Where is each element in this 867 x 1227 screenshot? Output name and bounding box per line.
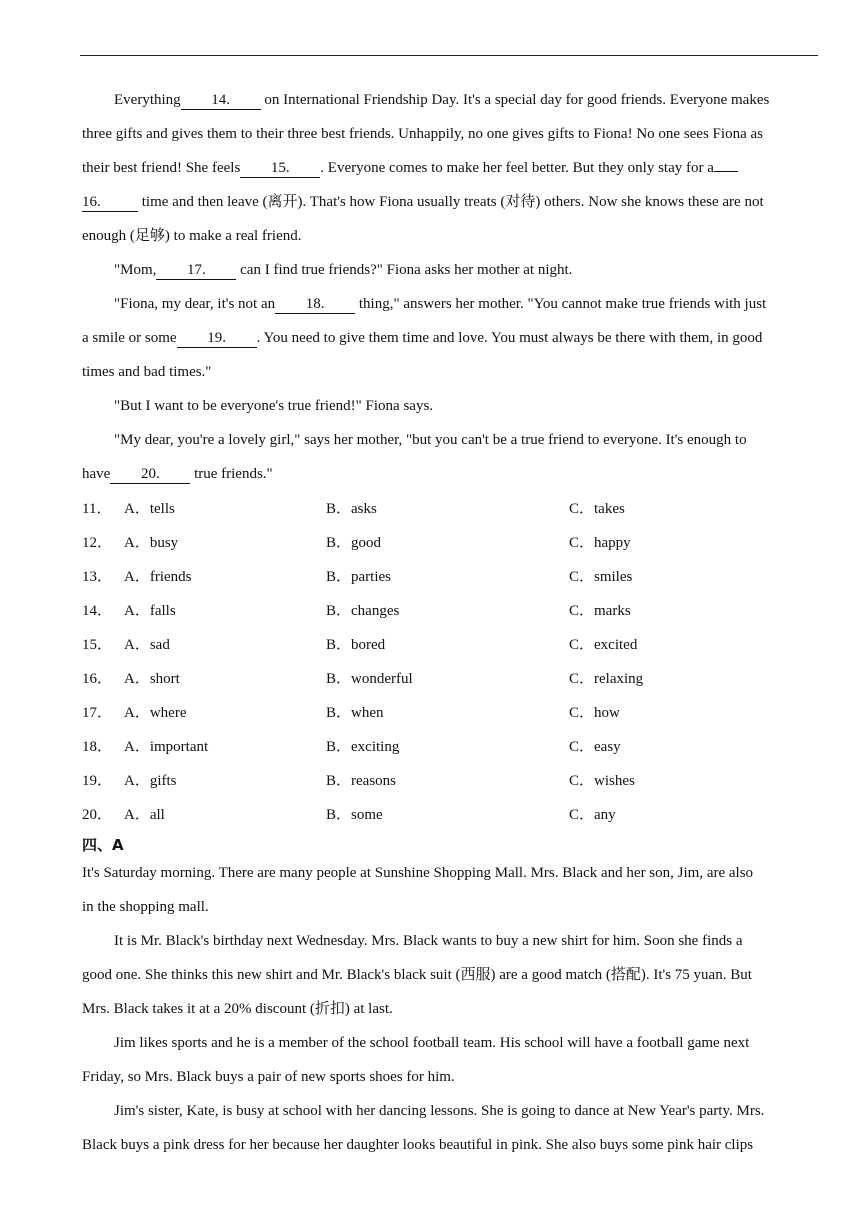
passage-line: enough (足够) to make a real friend. <box>82 228 302 244</box>
option-b: B．reasons <box>326 773 396 789</box>
text: . You need to give them time and love. You must always be there with them, in good <box>256 330 763 346</box>
blank-19: 19. <box>177 329 257 348</box>
passage-line: Jim's sister, Kate, is busy at school with her dancing lessons. She is going to dance at New Year's party. Mrs. <box>114 1103 765 1119</box>
passage-line: three gifts and gives them to their three best friends. Unhappily, no one gives gifts to Fiona! No one sees Fiona as <box>82 126 763 142</box>
option-c: C．easy <box>569 739 621 755</box>
passage-line: Black buys a pink dress for her because her daughter looks beautiful in pink. She also buys some pink hair clips <box>82 1137 754 1153</box>
option-row <box>82 771 822 791</box>
option-row <box>82 499 822 519</box>
option-c: C．smiles <box>569 569 633 585</box>
question-number: 15． <box>82 637 113 653</box>
option-row <box>82 601 822 621</box>
option-b: B．changes <box>326 603 400 619</box>
option-row <box>82 669 822 689</box>
option-b: B．parties <box>326 569 391 585</box>
option-c: C．marks <box>569 603 631 619</box>
option-row <box>82 805 822 825</box>
option-b: B．bored <box>326 637 386 653</box>
text: Everything <box>114 92 181 108</box>
text: can I find true friends?" Fiona asks her mother at night. <box>236 262 573 278</box>
blank-16-start <box>714 171 738 172</box>
option-row <box>82 635 822 655</box>
option-b: B．when <box>326 705 384 721</box>
text: "Mom, <box>114 262 157 278</box>
question-number: 13． <box>82 569 113 585</box>
text: true friends." <box>190 466 273 482</box>
passage-line: It is Mr. Black's birthday next Wednesday. Mrs. Black wants to buy a new shirt for him. Soon she finds a <box>114 933 743 949</box>
option-a: A．all <box>124 807 165 823</box>
passage-line <box>114 260 822 280</box>
option-row <box>82 533 822 553</box>
option-a: A．sad <box>124 637 170 653</box>
header-rule <box>80 55 818 56</box>
passage-line: times and bad times." <box>82 364 212 380</box>
option-a: A．busy <box>124 535 179 551</box>
option-c: C．any <box>569 807 616 823</box>
passage-line <box>114 294 822 314</box>
option-a: A．where <box>124 705 187 721</box>
text: a smile or some <box>82 330 177 346</box>
option-row <box>82 567 822 587</box>
question-number: 19． <box>82 773 113 789</box>
blank-18: 18. <box>275 295 355 314</box>
passage-line: good one. She thinks this new shirt and Mr. Black's black suit (西服) are a good match (搭配). It's 75 yuan. But <box>82 967 752 983</box>
option-a: A．important <box>124 739 209 755</box>
passage-line <box>82 158 822 178</box>
blank-17: 17. <box>156 261 236 280</box>
option-row <box>82 703 822 723</box>
passage-line: Mrs. Black takes it at a 20% discount (折扣) at last. <box>82 1001 393 1017</box>
passage-line: "My dear, you're a lovely girl," says her mother, "but you can't be a true friend to everyone. It's enough to <box>114 432 747 448</box>
passage-line: It's Saturday morning. There are many people at Sunshine Shopping Mall. Mrs. Black and her son, Jim, are also <box>82 865 754 881</box>
text: their best friend! She feels <box>82 160 241 176</box>
option-b: B．good <box>326 535 382 551</box>
option-b: B．exciting <box>326 739 400 755</box>
blank-16: 16. <box>82 193 138 212</box>
option-c: C．wishes <box>569 773 635 789</box>
question-number: 16． <box>82 671 113 687</box>
option-a: A．friends <box>124 569 192 585</box>
option-c: C．how <box>569 705 620 721</box>
passage-line: Friday, so Mrs. Black buys a pair of new sports shoes for him. <box>82 1069 455 1085</box>
passage-line <box>82 464 822 484</box>
blank-15: 15. <box>240 159 320 178</box>
passage-line <box>82 328 822 348</box>
question-number: 18． <box>82 739 113 755</box>
text: time and then leave (离开). That's how Fiona usually treats (对待) others. Now she knows these are not <box>138 194 764 210</box>
question-number: 11． <box>82 501 112 517</box>
section-heading: 四、A <box>82 836 124 854</box>
question-number: 12． <box>82 535 113 551</box>
option-b: B．some <box>326 807 383 823</box>
option-c: C．happy <box>569 535 631 551</box>
question-number: 14． <box>82 603 113 619</box>
blank-20: 20. <box>110 465 190 484</box>
passage-line <box>82 192 822 212</box>
passage-line <box>114 90 822 110</box>
blank-14: 14. <box>181 91 261 110</box>
question-number: 20． <box>82 807 113 823</box>
option-c: C．excited <box>569 637 638 653</box>
option-row <box>82 737 822 757</box>
text: . Everyone comes to make her feel better. But they only stay for a <box>320 160 714 176</box>
text: have <box>82 466 111 482</box>
option-a: A．tells <box>124 501 175 517</box>
passage-line: Jim likes sports and he is a member of the school football team. His school will have a football game next <box>114 1035 750 1051</box>
option-c: C．takes <box>569 501 625 517</box>
option-a: A．gifts <box>124 773 177 789</box>
option-b: B．asks <box>326 501 377 517</box>
text: "Fiona, my dear, it's not an <box>114 296 276 312</box>
text: on International Friendship Day. It's a special day for good friends. Everyone makes <box>260 92 770 108</box>
option-a: A．falls <box>124 603 176 619</box>
question-number: 17． <box>82 705 113 721</box>
passage-line: "But I want to be everyone's true friend!" Fiona says. <box>114 398 434 414</box>
passage-line: in the shopping mall. <box>82 899 209 915</box>
text: thing," answers her mother. "You cannot make true friends with just <box>355 296 767 312</box>
option-b: B．wonderful <box>326 671 413 687</box>
option-a: A．short <box>124 671 180 687</box>
option-c: C．relaxing <box>569 671 644 687</box>
